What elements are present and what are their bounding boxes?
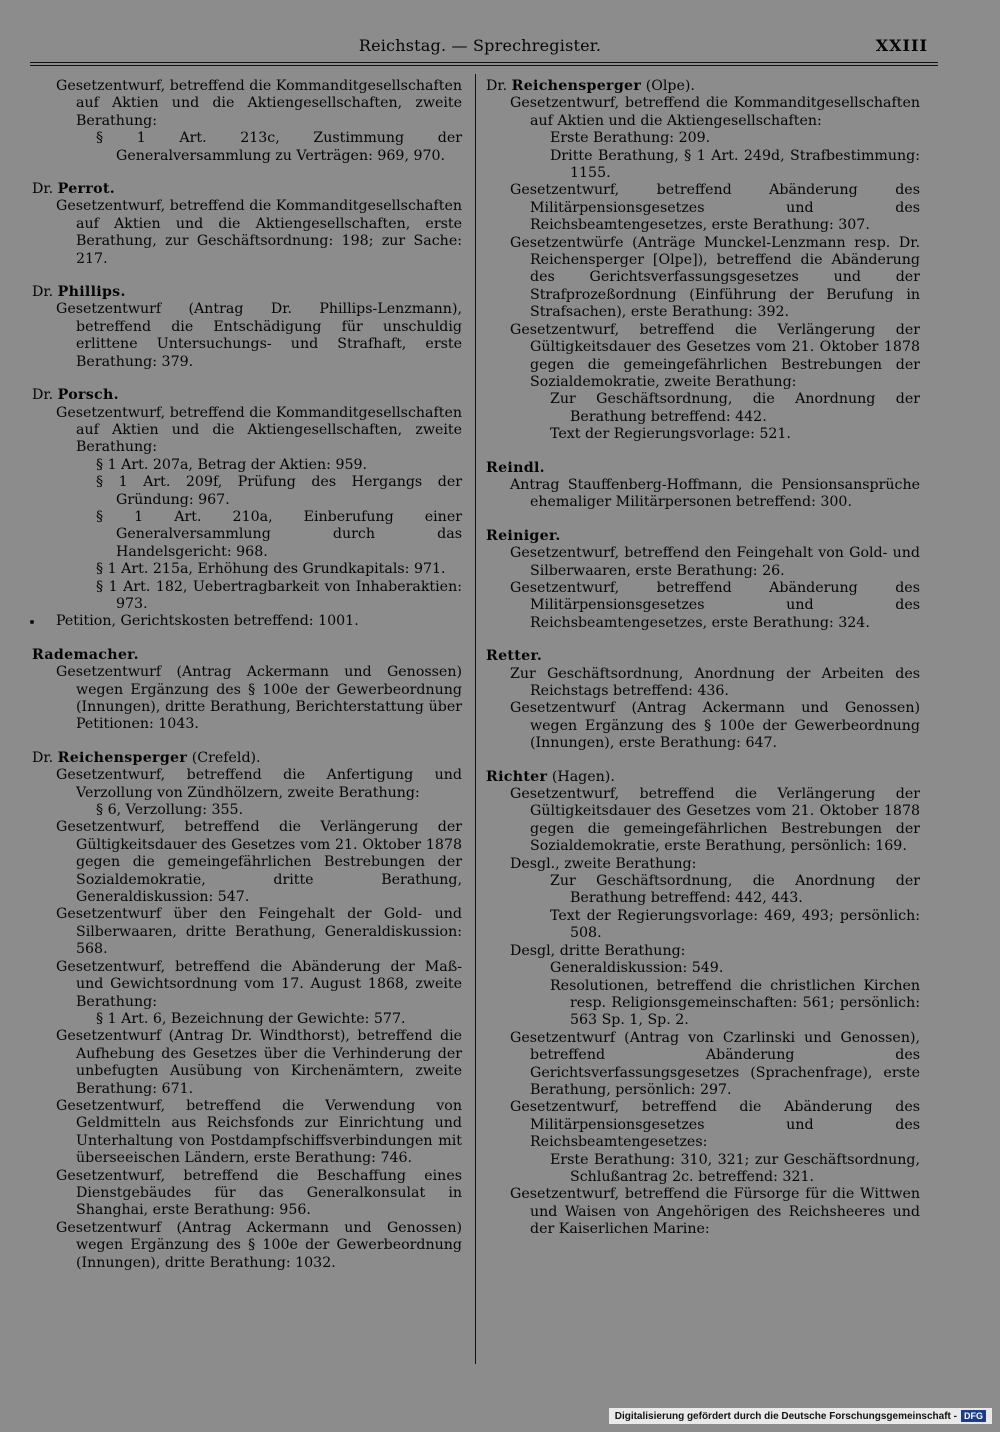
speech-item: Petition, Gerichtskosten betreffend: 1001.	[56, 613, 359, 630]
speaker-line	[32, 750, 462, 767]
speaker-name: Reichensperger	[57, 749, 188, 766]
speech-item: Gesetzentwurf, betreffend die Kommanditgesellschaften auf Aktien und die Aktiengesellschaften, zweite Berathung:	[56, 78, 462, 129]
speech-subitem: § 1 Art. 182, Uebertragbarkeit von Inhaberaktien: 973.	[96, 578, 462, 612]
running-head: Reichstag. — Sprechregister.	[358, 36, 602, 55]
page-number: XXIII	[875, 36, 928, 55]
register-entry	[486, 528, 920, 632]
register-entry	[32, 78, 462, 165]
speech-subitem: § 1 Art. 207a, Betrag der Aktien: 959.	[96, 456, 368, 473]
header-rule	[30, 62, 938, 63]
speaker-line	[486, 528, 920, 545]
speaker-title: Dr.	[32, 181, 54, 198]
footer-text: Digitalisierung gefördert durch die Deutsche Forschungsgemeinschaft -	[614, 1410, 957, 1422]
register-entry	[486, 648, 920, 752]
speaker-line	[32, 647, 462, 664]
speech-item: Gesetzentwurf (Antrag Ackermann und Genossen) wegen Ergänzung des § 100e der Gewerbeordnung (Innungen), dritte Berathung: 1032.	[56, 1219, 462, 1271]
speech-item: Gesetzentwurf, betreffend Abänderung des Militärpensionsgesetzes und des Reichsbeamtengesetzes, erste Berathung: 307.	[510, 182, 920, 234]
register-entry	[486, 78, 920, 444]
speech-item: Gesetzentwurf, betreffend Abänderung des Militärpensionsgesetzes und des Reichsbeamtengesetzes, erste Berathung: 324.	[510, 579, 920, 631]
speech-item: Gesetzentwurf (Antrag Ackermann und Genossen) wegen Ergänzung des § 100e der Gewerbeordnung (Innungen), dritte Berathung, Berichterstattung über Petitionen: 1043.	[56, 664, 462, 733]
speech-item: Gesetzentwurf, betreffend die Anfertigung und Verzollung von Zündhölzern, zweite Berathung:	[56, 767, 462, 801]
speech-subitem: Resolutionen, betreffend die christlichen Kirchen resp. Religionsgemeinschaften: 561; persönlich: 563 Sp. 1, Sp. 2.	[550, 977, 920, 1029]
speech-item: Gesetzentwurf, betreffend die Abänderung der Maß- und Gewichtsordnung vom 17. August 1868, zweite Berathung:	[56, 958, 462, 1010]
speaker-line	[32, 284, 462, 301]
speaker-line	[486, 460, 920, 477]
speaker-name: Phillips.	[57, 284, 126, 301]
speaker-line	[486, 769, 920, 786]
speech-subitem: Zur Geschäftsordnung, die Anordnung der Berathung betreffend: 442.	[550, 391, 920, 425]
speech-item: Desgl, dritte Berathung:	[510, 942, 686, 959]
speaker-line	[486, 648, 920, 665]
speaker-line	[32, 181, 462, 198]
speech-subitem: Text der Regierungsvorlage: 521.	[550, 426, 791, 443]
right-column	[486, 78, 920, 1255]
speaker-constituency: (Olpe).	[645, 78, 695, 94]
register-entry	[32, 647, 462, 734]
speech-subitem: Generaldiskussion: 549.	[550, 960, 724, 977]
register-entry	[32, 750, 462, 1272]
speech-subitem: § 1 Art. 213c, Zustimmung der Generalversammlung zu Verträgen: 969, 970.	[96, 130, 462, 164]
margin-dot	[30, 620, 34, 624]
register-entry	[32, 284, 462, 371]
speaker-line	[32, 387, 462, 404]
footer-credit	[609, 1408, 992, 1424]
speech-item: Gesetzentwurf, betreffend die Verwendung von Geldmitteln aus Reichsfonds zur Einrichtung und Unterhaltung von Postdampfschiffsverbindungen mit überseeischen Ländern, erste Berathung: 746.	[56, 1097, 462, 1167]
speech-item: Zur Geschäftsordnung, Anordnung der Arbeiten des Reichstags betreffend: 436.	[510, 665, 920, 699]
speech-item: Gesetzentwurf, betreffend den Feingehalt von Gold- und Silberwaaren, erste Berathung: 26.	[510, 545, 920, 579]
speech-item: Gesetzentwurf (Antrag von Czarlinski und Genossen), betreffend Abänderung des Gerichtsverfassungsgesetzes (Sprachenfrage), erste Berathung, persönlich: 297.	[510, 1029, 920, 1098]
speaker-name: Richter	[486, 768, 548, 785]
speech-subitem: § 6, Verzollung: 355.	[96, 802, 244, 819]
register-entry	[32, 181, 462, 268]
speaker-name: Reiniger.	[486, 527, 561, 544]
speaker-line	[486, 78, 920, 95]
speech-item: Gesetzentwurf, betreffend die Beschaffung eines Dienstgebäudes für das Generalkonsulat in Shanghai, erste Berathung: 956.	[56, 1167, 462, 1219]
speech-subitem: Dritte Berathung, § 1 Art. 249d, Strafbestimmung: 1155.	[550, 147, 920, 182]
speech-item: Gesetzentwurf, betreffend die Fürsorge für die Wittwen und Waisen von Angehörigen des Reichsheeres und der Kaiserlichen Marine:	[510, 1186, 920, 1238]
speech-item: Gesetzentwurf, betreffend die Verlängerung der Gültigkeitsdauer des Gesetzes vom 21. Oktober 1878 gegen die gemeingefährlichen Bestrebungen der Sozialdemokratie, erste Berathung, persönlich: 169.	[510, 786, 920, 855]
speaker-title: Dr.	[32, 749, 54, 766]
speech-item: Gesetzentwurf (Antrag Dr. Windthorst), betreffend die Aufhebung des Gesetzes über die Verhinderung der unbefugten Ausübung von Kirchenämtern, zweite Berathung: 671.	[56, 1028, 462, 1097]
speaker-name: Rademacher.	[32, 646, 139, 663]
speech-item: Gesetzentwurf, betreffend die Verlängerung der Gültigkeitsdauer des Gesetzes vom 21. Oktober 1878 gegen die gemeingefährlichen Bestrebungen der Sozialdemokratie, zweite Berathung:	[510, 321, 920, 390]
speaker-title: Dr.	[32, 387, 54, 404]
speaker-name: Porsch.	[57, 387, 119, 404]
speaker-title: Dr.	[486, 78, 508, 94]
speaker-constituency: (Hagen).	[551, 768, 615, 785]
speech-item: Gesetzentwurf (Antrag Dr. Phillips-Lenzmann), betreffend die Entschädigung für unschuldig erlittene Untersuchungs- und Strafhaft, erste Berathung: 379.	[56, 301, 462, 370]
speaker-name: Retter.	[486, 648, 543, 665]
speech-item: Gesetzentwurf (Antrag Ackermann und Genossen) wegen Ergänzung des § 100e der Gewerbeordnung (Innungen), erste Berathung: 647.	[510, 700, 920, 752]
speech-subitem: § 1 Art. 210a, Einberufung einer Generalversammlung durch das Handelsgericht: 968.	[96, 508, 462, 560]
speaker-name: Reindl.	[486, 459, 545, 476]
speech-item: Gesetzentwurf, betreffend die Kommanditgesellschaften auf Aktien und die Aktiengesellschaften, erste Berathung, zur Geschäftsordnung: 198; zur Sache: 217.	[56, 198, 462, 267]
register-page	[22, 28, 938, 1380]
register-entry	[486, 460, 920, 512]
speaker-constituency: (Crefeld).	[191, 749, 261, 766]
speech-subitem: § 1 Art. 6, Bezeichnung der Gewichte: 577.	[96, 1010, 406, 1027]
column-divider	[475, 74, 476, 1364]
speech-item: Gesetzentwürfe (Anträge Munckel-Lenzmann resp. Dr. Reichensperger [Olpe]), betreffend die Abänderung des Gerichtsverfassungsgesetzes und der Strafprozeßordnung (Einführung der Berufung in Strafsachen), erste Berathung: 392.	[510, 234, 920, 321]
speech-subitem: § 1 Art. 209f, Prüfung des Hergangs der Gründung: 967.	[96, 474, 462, 508]
speaker-name: Reichensperger	[511, 78, 642, 94]
speech-item: Gesetzentwurf, betreffend die Kommanditgesellschaften auf Aktien und die Aktiengesellschaften, zweite Berathung:	[56, 404, 462, 456]
speech-subitem: Erste Berathung: 209.	[550, 130, 711, 147]
left-column	[32, 78, 462, 1288]
dfg-logo: DFG	[961, 1410, 986, 1422]
speech-subitem: Zur Geschäftsordnung, die Anordnung der Berathung betreffend: 442, 443.	[550, 873, 920, 907]
register-entry	[32, 387, 462, 631]
register-entry	[486, 769, 920, 1239]
speech-item: Gesetzentwurf, betreffend die Abänderung des Militärpensionsgesetzes und des Reichsbeamtengesetzes:	[510, 1099, 920, 1151]
speech-item: Desgl., zweite Berathung:	[510, 855, 697, 872]
speaker-title: Dr.	[32, 284, 54, 301]
speech-item: Gesetzentwurf, betreffend die Verlängerung der Gültigkeitsdauer des Gesetzes vom 21. Oktober 1878 gegen die gemeingefährlichen Bestrebungen der Sozialdemokratie, dritte Berathung, Generaldiskussion: 547.	[56, 819, 462, 906]
speech-item: Gesetzentwurf, betreffend die Kommanditgesellschaften auf Aktien und die Aktiengesellschaften:	[510, 95, 920, 129]
speech-item: Gesetzentwurf über den Feingehalt der Gold- und Silberwaaren, dritte Berathung, Generaldiskussion: 568.	[56, 906, 462, 958]
speech-subitem: § 1 Art. 215a, Erhöhung des Grundkapitals: 971.	[96, 561, 446, 578]
speech-subitem: Erste Berathung: 310, 321; zur Geschäftsordnung, Schlußantrag 2c. betreffend: 321.	[550, 1151, 920, 1185]
speech-subitem: Text der Regierungsvorlage: 469, 493; persönlich: 508.	[550, 907, 920, 942]
header-rule-double	[30, 65, 938, 66]
speech-item: Antrag Stauffenberg-Hoffmann, die Pensionsansprüche ehemaliger Militärpersonen betreffend: 300.	[510, 476, 920, 511]
speaker-name: Perrot.	[57, 181, 115, 198]
